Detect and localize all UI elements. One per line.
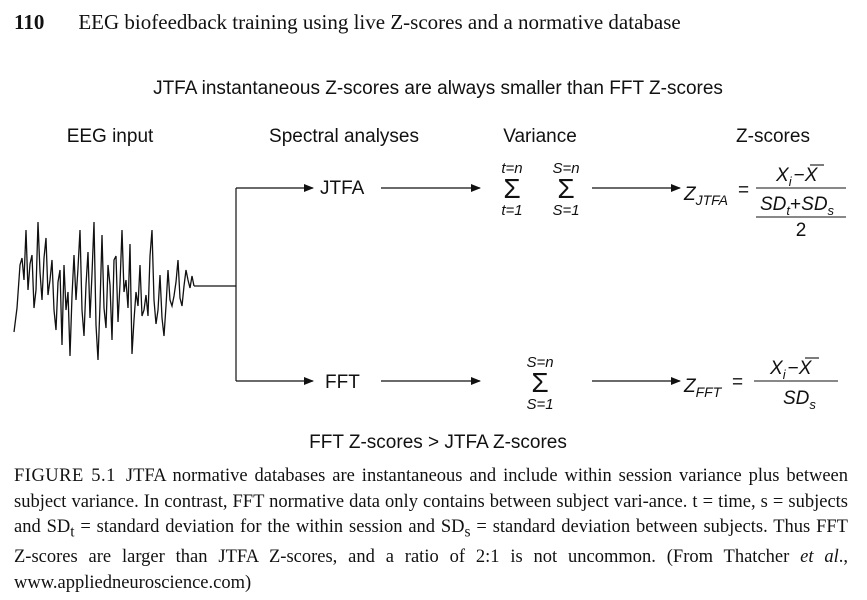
eeg-waveform [14, 222, 194, 360]
caption-label: FIGURE 5.1 [14, 466, 116, 486]
sum-t-upper: t=n [501, 160, 523, 177]
page-number: 110 [14, 10, 45, 34]
caption-text-3: = standard deviation between subjects. Thus FFT Z-scores are larger than JTFA Z-scores, and a ratio of 2:1 is not uncommon. (From Thatcher [14, 517, 848, 568]
formula-z-jtfa [683, 165, 846, 241]
caption-sub-s: s [464, 523, 471, 541]
sum-s-upper-fft: S=n [526, 354, 554, 371]
sigma-t-icon: Σ [503, 173, 521, 204]
branch-label-fft: FFT [325, 372, 360, 393]
caption-etal: et al [800, 547, 839, 568]
svg-text:Xi−X: $X_i -X$ [776, 165, 818, 189]
svg-text:Xi−X: $X_i -X$ [770, 358, 812, 382]
running-title: EEG biofeedback training using live Z-scores and a normative database [78, 10, 681, 34]
formula-z-fft [683, 358, 838, 412]
figure-caption [14, 464, 848, 596]
svg-text:ZJTFA: $Z_{JTFA}$ [684, 184, 729, 208]
svg-text:=: = [738, 180, 750, 201]
column-heading-z-scores: Z-scores [736, 126, 810, 147]
svg-text:SDs: $SD_s$ [783, 388, 816, 412]
figure-title: JTFA instantaneous Z-scores are always smaller than FFT Z-scores [153, 78, 723, 99]
sum-s-lower-jtfa: S=1 [552, 202, 580, 219]
figure-conclusion: FFT Z-scores > JTFA Z-scores [309, 432, 567, 453]
sum-s-upper-jtfa: S=n [552, 160, 580, 177]
caption-text-1: JTFA normative databases are instantaneous and include within session variance plus between subject variance. In contrast, FFT normative data only contains between subject vari-ance. t = time, s = subjects and SD [14, 466, 849, 537]
column-heading-spectral-analyses: Spectral analyses [269, 126, 419, 147]
figure-diagram [0, 60, 867, 460]
caption-sub-t: t [70, 523, 75, 541]
sum-s-lower-fft: S=1 [526, 396, 554, 413]
column-heading-eeg-input: EEG input [66, 126, 154, 147]
svg-text:2: 2 [795, 220, 807, 241]
svg-text:=: = [732, 372, 744, 393]
svg-text:ZFFT: $Z_{FFT}$ [684, 376, 722, 400]
sigma-s-fft-icon: Σ [531, 367, 549, 398]
sum-t-lower: t=1 [501, 202, 523, 219]
caption-text-4: ., www.appliedneuroscience.com) [14, 547, 848, 593]
running-header [14, 10, 681, 35]
branch-label-jtfa: JTFA [320, 178, 365, 199]
column-heading-variance: Variance [503, 126, 577, 147]
sigma-s-jtfa-icon: Σ [557, 173, 575, 204]
svg-text:SDt+SDs: $SD_t+SD_s$ [760, 194, 835, 218]
caption-text-2: = standard deviation for the within session and SD [74, 517, 465, 537]
